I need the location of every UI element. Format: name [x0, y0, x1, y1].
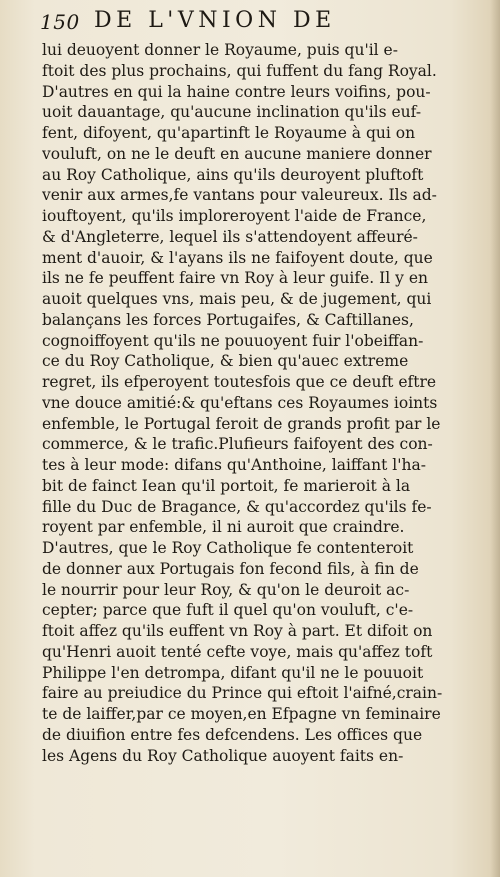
- text-line: vouluft, on ne le deuft en aucune maniere donner: [42, 144, 432, 163]
- text-line: ftoit des plus prochains, qui fuffent du fang Royal.: [42, 61, 437, 80]
- text-line: au Roy Catholique, ains qu'ils deuroyent pluftoft: [42, 165, 424, 184]
- text-line: lui deuoyent donner le Royaume, puis qu'il e-: [42, 41, 398, 59]
- text-line: le nourrir pour leur Roy, & qu'on le deuroit ac-: [42, 580, 410, 599]
- text-line: te de laiffer,par ce moyen,en Efpagne vn feminaire: [42, 705, 441, 723]
- text-line: royent par enfemble, il ni auroit que craindre.: [42, 518, 405, 537]
- text-line: fent, difoyent, qu'apartinft le Royaume à qui on: [42, 124, 416, 142]
- text-line: de diuifion entre fes defcendens. Les offices que: [42, 725, 423, 744]
- text-line: ils ne fe peuffent faire vn Roy à leur guife. Il y en: [42, 269, 429, 288]
- body-text: [42, 40, 490, 766]
- text-line: cognoiffoyent qu'ils ne pouuoyent fuir l'obeiffan-: [42, 331, 424, 350]
- text-line: balançans les forces Portugaifes, & Caftillanes,: [42, 310, 414, 329]
- page-header: [40, 8, 490, 38]
- text-line: bit de fainct Iean qu'il portoit, fe marieroit à la: [42, 476, 411, 495]
- page-edge-shadow: [490, 0, 500, 877]
- text-line: cepter; parce que fuft il quel qu'on vouluft, c'e-: [42, 601, 414, 620]
- page-number: 150: [40, 10, 80, 34]
- text-line: vne douce amitié:& qu'eftans ces Royaumes ioints: [42, 393, 438, 412]
- text-line: de donner aux Portugais fon fecond fils, à fin de: [42, 559, 419, 578]
- text-line: & d'Angleterre, lequel ils s'attendoyent affeuré-: [42, 227, 418, 246]
- text-line: D'autres, que le Roy Catholique fe contenteroit: [42, 539, 414, 557]
- text-line: qu'Henri auoit tenté cefte voye, mais qu'affez toft: [42, 642, 433, 661]
- text-line: iouftoyent, qu'ils imploreroyent l'aide de France,: [42, 207, 427, 225]
- text-line: ment d'auoir, & l'ayans ils ne faifoyent doute, que: [42, 248, 433, 267]
- text-line: ce du Roy Catholique, & bien qu'auec extreme: [42, 352, 409, 371]
- text-line: faire au preiudice du Prince qui eftoit l'aifné,crain-: [42, 684, 443, 703]
- text-line: Philippe l'en detrompa, difant qu'il ne le pouuoit: [42, 663, 424, 682]
- text-line: venir aux armes,fe vantans pour valeureux. Ils ad-: [42, 186, 437, 205]
- text-line: D'autres en qui la haine contre leurs voifins, pou-: [42, 82, 431, 101]
- text-line: tes à leur mode: difans qu'Anthoine, laiffant l'ha-: [42, 456, 426, 474]
- text-line: fille du Duc de Bragance, & qu'accordez qu'ils fe-: [42, 497, 432, 516]
- running-head: DE L'VNION DE: [94, 8, 336, 33]
- text-line: les Agens du Roy Catholique auoyent faits en-: [42, 746, 404, 765]
- text-line: uoit dauantage, qu'aucune inclination qu'ils euf-: [42, 103, 422, 122]
- text-line: ftoit affez qu'ils euffent vn Roy à part. Et difoit on: [42, 622, 433, 640]
- text-line: regret, ils efperoyent toutesfois que ce deuft eftre: [42, 373, 437, 391]
- text-line: auoit quelques vns, mais peu, & de jugement, qui: [42, 290, 432, 308]
- text-line: enfemble, le Portugal feroit de grands profit par le: [42, 414, 441, 433]
- text-line: commerce, & le trafic.Plufieurs faifoyent des con-: [42, 435, 433, 454]
